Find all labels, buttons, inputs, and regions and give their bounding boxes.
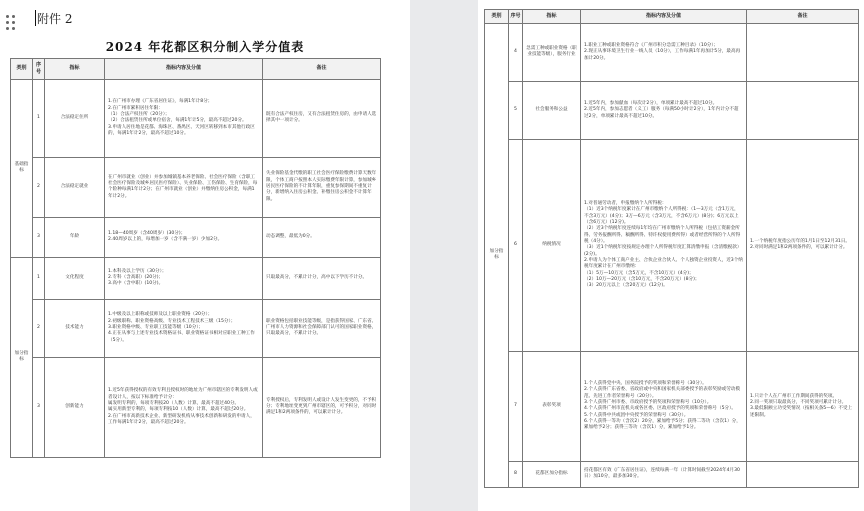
note-cell: 职业资格包括职业技能等级，是指获得国家、广东省、广州市人力资源和社会保障部门认可的国家职业资格，只取最高分，不累计计分。 (263, 299, 381, 357)
header-seq: 序号 (33, 59, 45, 80)
header-category: 类别 (485, 10, 509, 24)
indicator-cell: 合法稳定住所 (45, 79, 105, 157)
score-table-right (484, 9, 859, 488)
table-row (11, 257, 381, 299)
seq-cell: 1 (33, 79, 45, 157)
header-note: 备注 (747, 10, 859, 24)
right-document-page (478, 0, 864, 511)
text-cursor (35, 10, 36, 26)
seq-cell: 3 (33, 357, 45, 457)
seq-cell: 6 (509, 139, 523, 351)
note-cell (747, 81, 859, 139)
table-row (11, 299, 381, 357)
table-header-row (485, 10, 859, 24)
header-note: 备注 (263, 59, 381, 80)
table-row (485, 351, 859, 461)
score-table-left (10, 58, 381, 458)
document-title: 2024 年花都区积分制入学分值表 (105, 40, 305, 54)
indicator-cell: 年龄 (45, 217, 105, 257)
note-cell: 1.一个纳税年度指公历年的1月1日至12月31日。 2.对同时满足1和2两项条件的，可以累计计分。 (747, 139, 859, 351)
seq-cell: 3 (33, 217, 45, 257)
content-cell: 1.18—40周岁（含40周岁）(30分)； 2.40周岁以上的，每增加一岁（含不满一岁）少加2分。 (105, 217, 263, 257)
seq-cell: 5 (509, 81, 523, 139)
indicator-cell: 花都区加分指标 (523, 461, 581, 487)
header-seq: 序号 (509, 10, 523, 24)
header-content: 指标内容及分值 (105, 59, 263, 80)
seq-cell: 2 (33, 299, 45, 357)
note-cell: 1.只计个人在广州市工作期间获得的奖项。 2.同一奖项只取最高分，不同奖项可累计计分。 3.最低限额立功受奖情况（按相关条5—6）不受上述限制。 (747, 351, 859, 461)
indicator-cell: 文化程度 (45, 257, 105, 299)
table-row (11, 79, 381, 157)
content-cell: 1.近5年内，参加献血（每次计2分），单项累计最高不超过10分。 2.近5年内，参加志愿者（义工）服务（每满50小时计2分），1年内计分不超过2分，单项累计最高不超过10分。 (581, 81, 747, 139)
seq-cell: 2 (33, 157, 45, 217)
category-cell: 基础指标 (11, 79, 33, 257)
content-cell: 1.对普通劳动者，申报缴纳个人所得税： （1）近3个纳税年度累计在广州市缴纳个人所得税：（1—3万元（含1万元，不含3万元）(4分)；3万—6万元（含3万元，不含6万元）(8分)；6万元以上（含6万元）(12分)。 （2）近3个纳税年度连续每1年均在广州市缴纳个人所得税（包括工资薪金所得、劳务报酬所得、稿酬所得、特许权使用费所得）或者经营所得的个人所得税（4分）。 （3）近1个纳税年度按规定办理个人所得税年度汇算清缴申报（含清缴税款）(2分)。 2.申请人为个体工商户业主、合伙企业合伙人、个人独资企业投资人，近3个纳税年度累计在广州市缴纳： （1）5万—10万元（含5万元，不含10万元）(4分)； （2）10万—20万元（含10万元，不含20万元）(8分)； （3）20万元以上（含20万元）(12分)。 (581, 139, 747, 351)
note-cell: 专利授权后，专利发明人或设计人发生变更的，不予积分；专利地址变更到广州市辖区的，可予积分，对同时满足1和2两项条件的，可以累计计分。 (263, 357, 381, 457)
category-cell: 加分指标 (485, 23, 509, 487)
header-indicator: 指标 (523, 10, 581, 24)
note-cell (747, 461, 859, 487)
content-cell: 1.在广州市办理《广东省居住证》，每满1年计8分； 2.在广州市累积居住年限： （1）合法产权住所（20分）； （2）合法租赁住所或单位宿舍，每满1年计5分，最高不超过20分。 3.申请人居住地是花都、海珠区、番禺区、天河区转移到本市其他行政区的，每满1年计2分，最高不超过10分。 (105, 79, 263, 157)
table-row (11, 157, 381, 217)
table-row (11, 357, 381, 457)
indicator-cell: 纳税情况 (523, 139, 581, 351)
content-cell: 1.个人获得党中央、国务院授予的奖项和荣誉称号（30分）。 2.个人获得广东省委、省政府或中央和国家机关部委授予的表彰奖励或劳动模范、先进工作者荣誉称号（20分）。 3.个人获得广州市委、市政府授予的奖项和荣誉称号（10分）。 4.个人获得广州市直机关或各区委、区政府授予的奖项和荣誉称号（5分）。 5.个人获得中共或团中央授予的荣誉称号（30分）。 6.个人获得一等功（含次2）20分，累加给予5分；获得二等功（含次1）分，累加给予2分；获得三等功（含次1）分，累加给予1分。 (581, 351, 747, 461)
table-row (11, 217, 381, 257)
seq-cell: 1 (33, 257, 45, 299)
note-cell: 失业保险基金代缴的职工社会医疗保险缴费计算天数年限，个体工商户按照本人实际缴费年限计算，参加城乡居民医疗保险的不计算年限，重复参保期间不重复计分，新增纳入住房公积金、补缴住房公积金不计算年限。 (263, 157, 381, 217)
seq-cell: 8 (509, 461, 523, 487)
table-row (485, 139, 859, 351)
table-row (485, 461, 859, 487)
content-cell: 1.职业工种或职业资格符合《广州市积分急需工种目录》（10分）； 2.现正从事环境卫生行业一线人员（10分），工作每满1年再加计5分，最高再加计20分。 (581, 23, 747, 81)
table-header-row (11, 59, 381, 80)
seq-cell: 7 (509, 351, 523, 461)
table-row (485, 23, 859, 81)
table-row (485, 81, 859, 139)
indicator-cell: 创新能力 (45, 357, 105, 457)
attachment-label[interactable]: 附件 2 (37, 12, 73, 26)
note-cell: 动态调整，最低为0分。 (263, 217, 381, 257)
seq-cell: 4 (509, 23, 523, 81)
content-cell: 1.中级及以上职称或技师及以上职业资格（20分）； 2.初级职称、职业资格高级、专业技术工程技术三级（15分）； 3.职业资格中级、专业职工技能等级（10分）； 4.正在从事与上述专业技术资格证书、职业资格证书相对应职业工种工作（5分）。 (105, 299, 263, 357)
category-cell: 加分指标 (11, 257, 33, 457)
drag-handle-icon[interactable] (6, 15, 16, 27)
header-category: 类别 (11, 59, 33, 80)
note-cell (747, 23, 859, 81)
indicator-cell: 表彰奖项 (523, 351, 581, 461)
note-cell: 只取最高分，不累计计分，高中以下学历不计分。 (263, 257, 381, 299)
header-content: 指标内容及分值 (581, 10, 747, 24)
note-cell: 既有合法产权住房，又有合法租赁住房的，由申请人选择其中一项计分。 (263, 79, 381, 157)
content-cell: 在广州市就业（创业）并参加城镇基本养老保险、社会医疗保险（含职工社会医疗保险及城乡居民医疗保险）、失业保险、工伤保险、生育保险，每个险种每满1年计2分；在广州市就业（创业）并缴纳住房公积金，每满1年计2分。 (105, 157, 263, 217)
content-cell: 1.近5年获得授权的有效专利且授权时的地址为广州市辖区的专利发明人或者设计人，按以下标准给予计分： 属发明专利的，每项专利按20（人数）计算，最高不超过40分。 属实用新型专利的，每项专利按10（人数）计算，最高不超过20分。 2.在广州市高新技术企业、新型研发机构从事技术创新和研发的申请人，工作每满1年计2分，最高不超过20分。 (105, 357, 263, 457)
indicator-cell: 急需工种或职业资格（职业技能等级），服务行业 (523, 23, 581, 81)
content-cell: 1.本科及以上学历（30分）； 2.专科（含高职）(20分)； 3.高中（含中职）(10分)。 (105, 257, 263, 299)
content-cell: 持花都区有效《广东省居住证》，连续每满一年（计算时间截至2024年4月30日）加10分，最多加30分。 (581, 461, 747, 487)
indicator-cell: 社会服务和公益 (523, 81, 581, 139)
indicator-cell: 合法稳定就业 (45, 157, 105, 217)
indicator-cell: 技术能力 (45, 299, 105, 357)
header-indicator: 指标 (45, 59, 105, 80)
left-document-page (0, 0, 410, 511)
